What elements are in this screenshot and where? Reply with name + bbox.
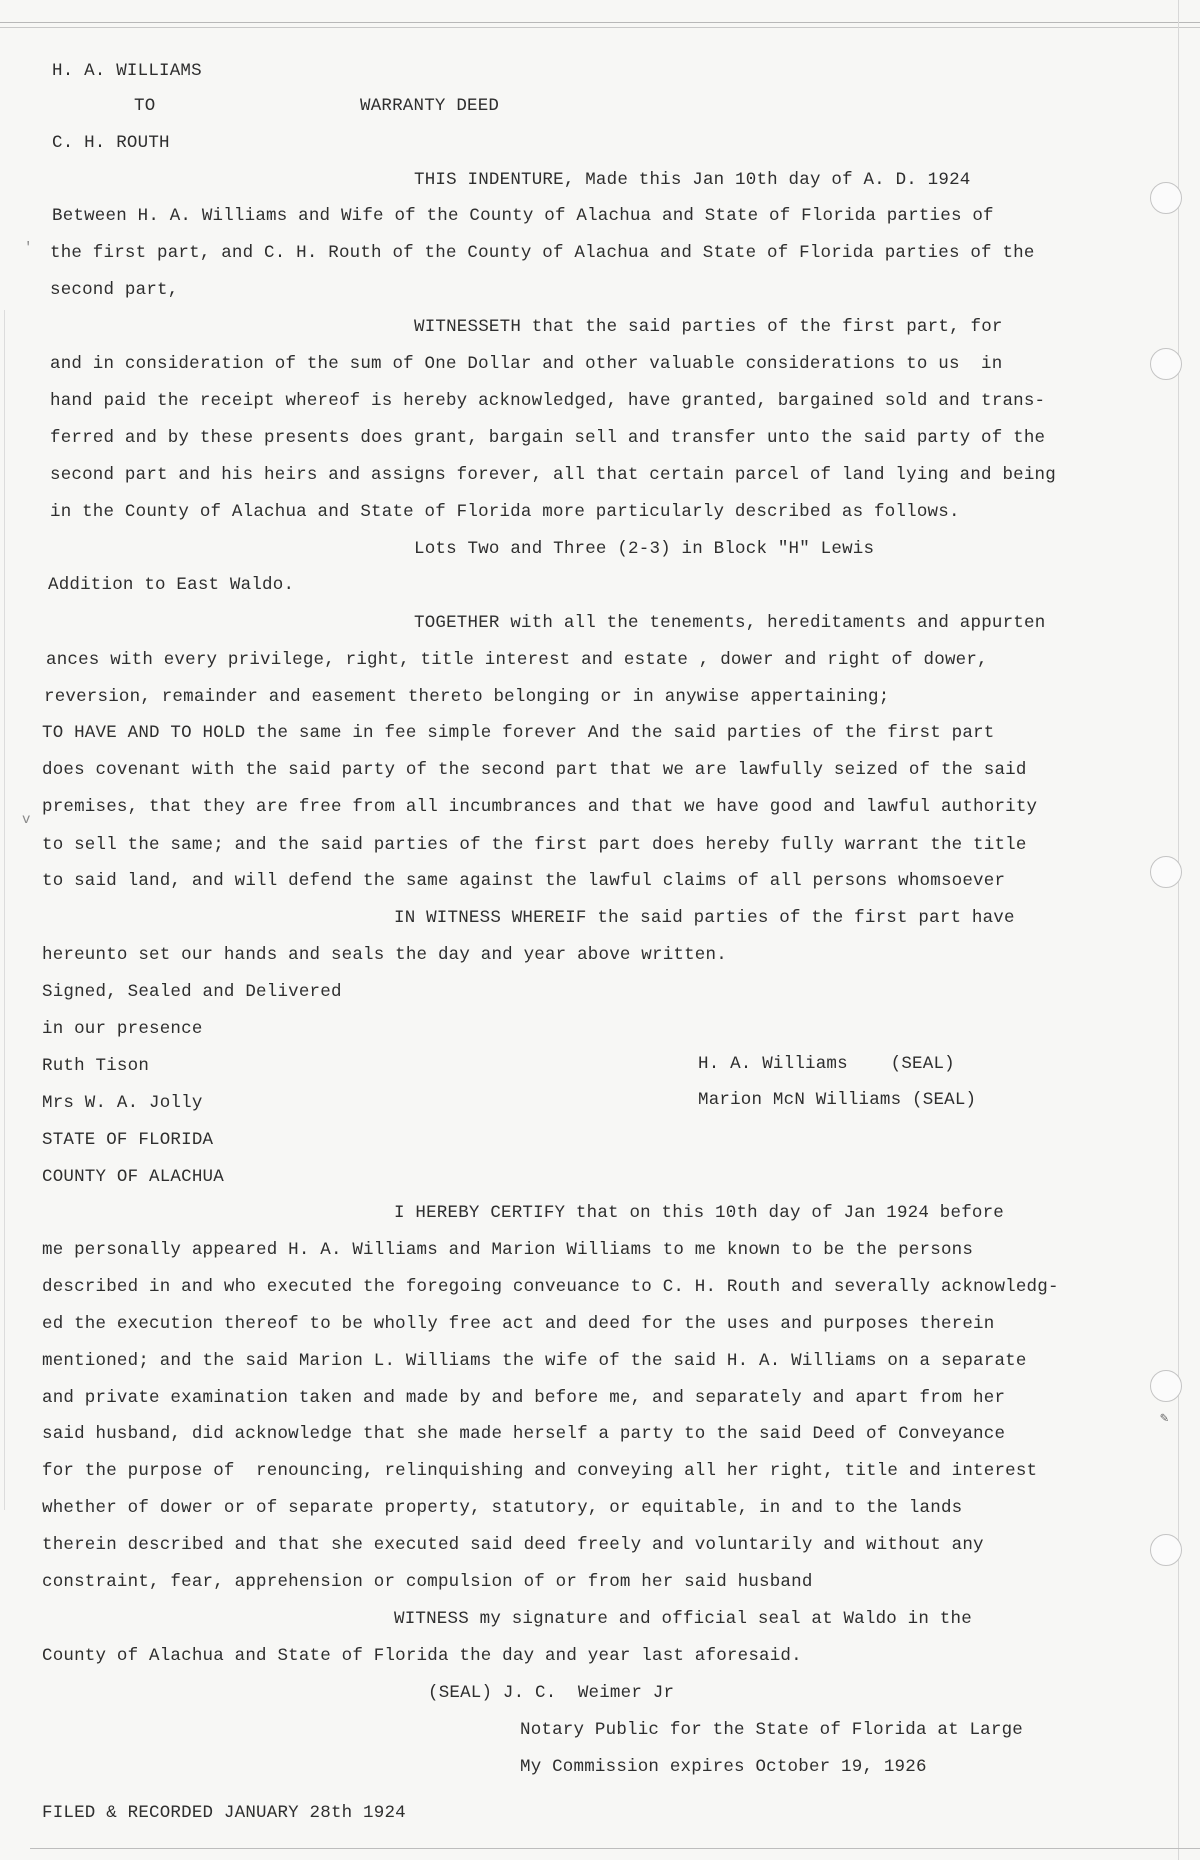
right-border-rule	[1178, 0, 1179, 1860]
body-line: Between H. A. Williams and Wife of the County of Alachua and State of Florida parties of	[52, 206, 994, 226]
body-line: TOGETHER with all the tenements, hereditaments and appurten	[414, 613, 1046, 633]
witness-1: Ruth Tison	[42, 1056, 150, 1076]
body-line: hand paid the receipt whereof is hereby acknowledged, have granted, bargained sold and trans-	[50, 391, 1046, 411]
grantor-name: H. A. WILLIAMS	[52, 61, 202, 81]
notary-title: Notary Public for the State of Florida at Large	[520, 1720, 1023, 1740]
body-line: WITNESSETH that the said parties of the first part, for	[414, 317, 1003, 337]
to-label: TO	[134, 96, 156, 116]
certificate-line: said husband, did acknowledge that she made herself a party to the said Deed of Conveyance	[42, 1424, 1006, 1444]
venue-state: STATE OF FLORIDA	[42, 1130, 214, 1150]
body-line: Lots Two and Three (2-3) in Block "H" Lewis	[414, 539, 875, 559]
signer-2: Marion McN Williams (SEAL)	[698, 1090, 977, 1110]
punch-hole-icon	[1150, 1534, 1182, 1566]
notary-commission: My Commission expires October 19, 1926	[520, 1757, 927, 1777]
document-title: WARRANTY DEED	[360, 96, 500, 116]
grantee-name: C. H. ROUTH	[52, 133, 170, 153]
punch-hole-icon	[1150, 856, 1182, 888]
body-line: Addition to East Waldo.	[48, 575, 295, 595]
witness-2: Mrs W. A. Jolly	[42, 1093, 203, 1113]
certificate-line: WITNESS my signature and official seal at Waldo in the	[394, 1609, 972, 1629]
body-line: TO HAVE AND TO HOLD the same in fee simple forever And the said parties of the first part	[42, 723, 995, 743]
certificate-line: therein described and that she executed said deed freely and voluntarily and without any	[42, 1535, 984, 1555]
body-line: second part,	[50, 280, 179, 300]
body-line: ferred and by these presents does grant, bargain sell and transfer unto the said party of the	[50, 428, 1046, 448]
venue-county: COUNTY OF ALACHUA	[42, 1167, 224, 1187]
certificate-line: I HEREBY CERTIFY that on this 10th day of Jan 1924 before	[394, 1203, 1004, 1223]
margin-mark-icon: v	[22, 812, 31, 828]
body-line: the first part, and C. H. Routh of the County of Alachua and State of Florida parties of the	[50, 243, 1035, 263]
body-line: reversion, remainder and easement thereto belonging or in anywise appertaining;	[44, 687, 890, 707]
certificate-line: whether of dower or of separate property, statutory, or equitable, in and to the lands	[42, 1498, 963, 1518]
body-line: to said land, and will defend the same against the lawful claims of all persons whomsoever	[42, 871, 1006, 891]
certificate-line: County of Alachua and State of Florida the day and year last aforesaid.	[42, 1646, 802, 1666]
certificate-line: ed the execution thereof to be wholly free act and deed for the uses and purposes therein	[42, 1314, 995, 1334]
top-border-rule	[0, 22, 1200, 28]
punch-hole-icon	[1150, 1370, 1182, 1402]
certificate-line: and private examination taken and made by and before me, and separately and apart from her	[42, 1388, 1006, 1408]
certificate-line: for the purpose of renouncing, relinquishing and conveying all her right, title and interest	[42, 1461, 1038, 1481]
certificate-line: me personally appeared H. A. Williams and Marion Williams to me known to be the persons	[42, 1240, 974, 1260]
notary-name: (SEAL) J. C. Weimer Jr	[428, 1683, 675, 1703]
certificate-line: constraint, fear, apprehension or compulsion of or from her said husband	[42, 1572, 813, 1592]
body-line: THIS INDENTURE, Made this Jan 10th day of A. D. 1924	[414, 170, 971, 190]
signer-1: H. A. Williams (SEAL)	[698, 1054, 955, 1074]
body-line: IN WITNESS WHEREIF the said parties of the first part have	[394, 908, 1015, 928]
certificate-line: mentioned; and the said Marion L. Williams the wife of the said H. A. Williams on a separate	[42, 1351, 1027, 1371]
signed-sealed-label: Signed, Sealed and Delivered	[42, 982, 342, 1002]
body-line: hereunto set our hands and seals the day and year above written.	[42, 945, 727, 965]
body-line: does covenant with the said party of the second part that we are lawfully seized of the said	[42, 760, 1027, 780]
body-line: premises, that they are free from all incumbrances and that we have good and lawful authority	[42, 797, 1038, 817]
certificate-line: described in and who executed the foregoing conveuance to C. H. Routh and severally acknowledg-	[42, 1277, 1059, 1297]
filed-recorded: FILED & RECORDED JANUARY 28th 1924	[42, 1803, 406, 1823]
body-line: ances with every privilege, right, title interest and estate , dower and right of dower,	[46, 650, 988, 670]
presence-label: in our presence	[42, 1019, 203, 1039]
body-line: and in consideration of the sum of One Dollar and other valuable considerations to us in	[50, 354, 1003, 374]
punch-hole-icon	[1150, 182, 1182, 214]
punch-hole-icon	[1150, 348, 1182, 380]
margin-mark-icon: '	[24, 240, 33, 256]
pencil-mark-icon: ✎	[1160, 1411, 1169, 1427]
left-border-rule	[4, 310, 5, 1510]
bottom-border-rule	[30, 1848, 1200, 1851]
body-line: to sell the same; and the said parties of the first part does hereby fully warrant the title	[42, 835, 1027, 855]
body-line: in the County of Alachua and State of Florida more particularly described as follows.	[50, 502, 960, 522]
body-line: second part and his heirs and assigns forever, all that certain parcel of land lying and being	[50, 465, 1056, 485]
